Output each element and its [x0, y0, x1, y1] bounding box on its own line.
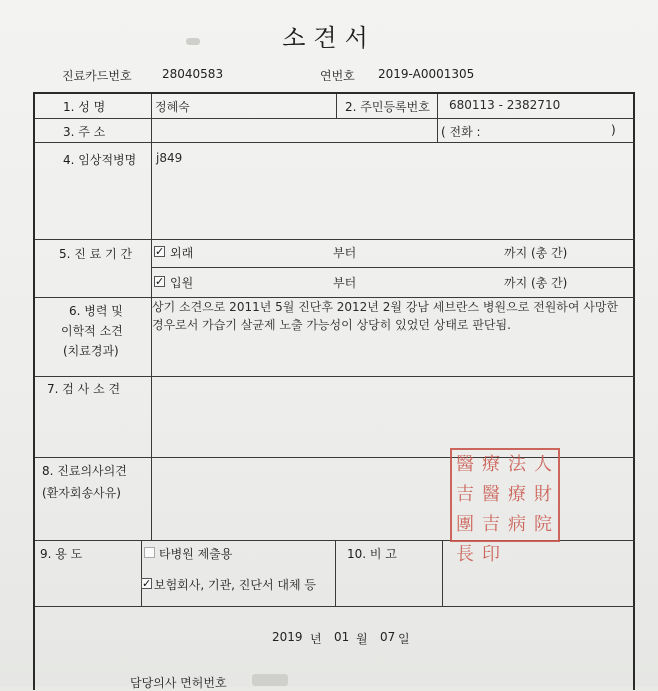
seal-char: 醫	[482, 484, 500, 505]
name-value: 정혜숙	[155, 100, 190, 114]
serial-number-label: 연번호	[320, 69, 355, 83]
date-day-unit: 일	[398, 632, 410, 646]
seal-char: 團	[456, 514, 474, 535]
exam-label: 7. 검 사 소 견	[47, 382, 121, 396]
redacted-license	[252, 674, 288, 686]
card-number-value: 28040583	[162, 67, 224, 81]
name-label: 1. 성 명	[63, 100, 106, 114]
period-label: 5. 진 료 기 간	[59, 247, 133, 261]
document-title: 소견서	[282, 24, 376, 52]
seal-char: 長	[456, 544, 474, 565]
seal-char: 人	[534, 454, 552, 475]
inpatient-checkbox[interactable]: ✓	[155, 275, 165, 288]
seal-char: 吉	[456, 484, 474, 505]
use-option-1: 타병원 제출용	[159, 547, 233, 561]
use-option-2-checkbox[interactable]: ✓	[142, 577, 152, 590]
history-label-1: 6. 병력 및	[69, 304, 123, 318]
redacted-mark	[186, 38, 200, 45]
certificate-form	[33, 92, 635, 690]
remark-label: 10. 비 고	[347, 547, 397, 561]
date-year-unit: 년	[310, 632, 322, 646]
seal-char: 印	[482, 544, 500, 565]
serial-number-value: 2019-A0001305	[378, 67, 475, 81]
use-option-1-checkbox[interactable]	[144, 547, 155, 558]
seal-char: 病	[508, 514, 526, 535]
inpatient-until: 까지 (총 간)	[504, 276, 568, 290]
outpatient-from: 부터	[333, 246, 357, 260]
inpatient-from: 부터	[333, 276, 357, 290]
seal-char: 法	[508, 454, 526, 475]
seal-char: 療	[482, 454, 500, 475]
use-label: 9. 용 도	[40, 547, 83, 561]
seal-char: 醫	[456, 454, 474, 475]
phone-close: )	[611, 123, 616, 137]
outpatient-checkbox[interactable]: ✓	[155, 245, 165, 258]
diagnosis-label: 4. 임상적병명	[63, 153, 137, 167]
inpatient-label: 입원	[170, 276, 194, 290]
outpatient-label: 외래	[170, 246, 194, 260]
date-month-unit: 월	[356, 632, 368, 646]
date-month: 01	[334, 630, 350, 644]
outpatient-until: 까지 (총 간)	[504, 246, 568, 260]
history-label-2: 이학적 소견	[61, 324, 123, 338]
doctor-opinion-label-1: 8. 진료의사의견	[42, 464, 127, 478]
date-day: 07	[380, 630, 396, 644]
hospital-seal	[450, 448, 560, 565]
date-year: 2019	[272, 630, 303, 644]
history-label-3: (치료경과)	[63, 344, 119, 358]
address-label: 3. 주 소	[63, 125, 106, 139]
seal-char: 療	[508, 484, 526, 505]
use-option-2: 보험회사, 기관, 진단서 대체 등	[154, 578, 316, 592]
rrn-label: 2. 주민등록번호	[345, 100, 430, 114]
history-text: 상기 소견으로 2011년 5월 진단후 2012년 2월 강남 세브란스 병원으로 전원하여 사망한 경우로서 가습기 살균제 노출 가능성이 상당히 있었던 상태로 판단됨.	[152, 300, 619, 332]
rrn-value: 680113 - 2382710	[449, 98, 561, 112]
seal-char: 吉	[482, 514, 500, 535]
seal-char: 院	[534, 514, 552, 535]
doctor-opinion-label-2: (환자회송사유)	[42, 486, 121, 500]
seal-char: 財	[534, 484, 552, 505]
diagnosis-value: j849	[156, 151, 183, 165]
license-label: 담당의사 면허번호	[130, 676, 227, 690]
phone-label: ( 전화 :	[441, 125, 481, 139]
card-number-label: 진료카드번호	[62, 69, 132, 83]
